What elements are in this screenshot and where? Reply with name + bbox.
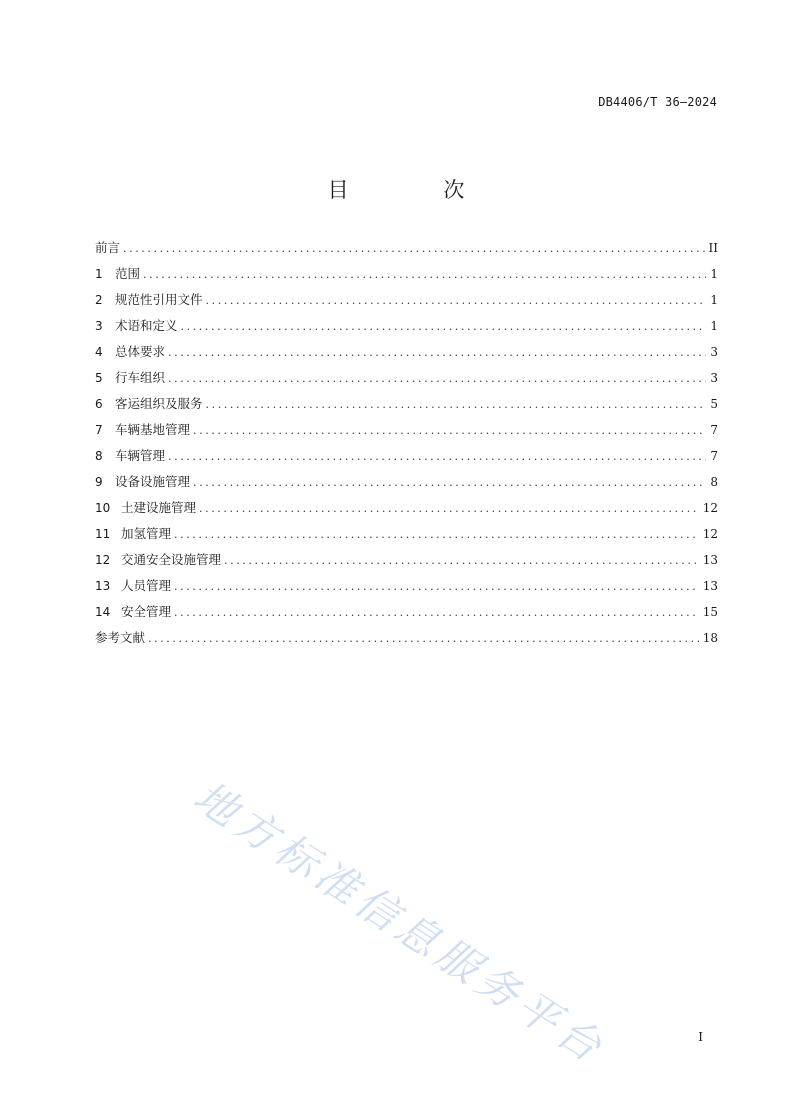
table-of-contents [95,238,718,654]
toc-dot-leader [206,294,707,307]
toc-entry-label: 范围 [115,266,141,281]
toc-dot-leader [174,528,699,541]
toc-entry-label: 车辆管理 [115,448,166,463]
toc-dot-leader [148,632,699,645]
toc-entry-13[interactable] [95,576,718,602]
toc-entry-4[interactable] [95,342,718,368]
toc-dot-leader [199,502,699,515]
toc-entry-6[interactable] [95,394,718,420]
toc-entry-references[interactable] [95,628,718,654]
toc-dot-leader [123,242,705,255]
toc-entry-number: 7 [95,423,103,437]
toc-dot-leader [168,372,706,385]
toc-entry-2[interactable] [95,290,718,316]
toc-entry-number: 13 [95,579,111,593]
toc-entry-number: 6 [95,397,103,411]
toc-entry-14[interactable] [95,602,718,628]
toc-entry-8[interactable] [95,446,718,472]
toc-entry-12[interactable] [95,550,718,576]
toc-entry-11[interactable] [95,524,718,550]
toc-entry-1[interactable] [95,264,718,290]
toc-entry-number: 14 [95,605,111,619]
toc-dot-leader [143,268,706,281]
document-code: DB4406/T 36—2024 [598,95,717,109]
toc-dot-leader [206,398,707,411]
toc-entry-label: 车辆基地管理 [115,422,191,437]
toc-entry-number: 9 [95,475,103,489]
toc-entry-number: 8 [95,449,103,463]
toc-entry-number: 3 [95,319,103,333]
toc-entry-label: 交通安全设施管理 [121,552,222,567]
toc-entry-5[interactable] [95,368,718,394]
page-number: I [698,1030,703,1044]
toc-dot-leader [224,554,699,567]
toc-entry-label: 人员管理 [121,578,172,593]
toc-entry-page: 1 [710,293,718,307]
toc-entry-number: 10 [95,501,111,515]
toc-entry-page: 7 [710,423,718,437]
toc-entry-page: 18 [702,631,718,645]
toc-entry-label: 安全管理 [121,604,172,619]
toc-entry-label: 加氢管理 [121,526,172,541]
toc-dot-leader [181,320,707,333]
toc-entry-page: II [708,241,718,255]
toc-entry-label: 设备设施管理 [115,474,191,489]
toc-entry-page: 3 [710,345,718,359]
toc-entry-page: 15 [702,605,718,619]
toc-entry-7[interactable] [95,420,718,446]
toc-entry-page: 13 [702,579,718,593]
toc-entry-label: 客运组织及服务 [115,396,203,411]
toc-entry-label: 术语和定义 [115,318,178,333]
toc-entry-page: 1 [710,267,718,281]
toc-entry-10[interactable] [95,498,718,524]
toc-entry-label: 土建设施管理 [121,500,197,515]
toc-entry-label: 前言 [95,240,121,255]
toc-entry-page: 1 [710,319,718,333]
toc-entry-page: 12 [702,527,718,541]
toc-entry-3[interactable] [95,316,718,342]
toc-entry-page: 3 [710,371,718,385]
watermark: 地方标准信息服务平台 [185,771,615,1075]
toc-entry-number: 12 [95,553,111,567]
toc-entry-label: 参考文献 [95,630,146,645]
toc-entry-label: 规范性引用文件 [115,292,203,307]
toc-entry-9[interactable] [95,472,718,498]
toc-entry-number: 4 [95,345,103,359]
toc-entry-page: 12 [702,501,718,515]
toc-entry-page: 7 [710,449,718,463]
toc-entry-page: 13 [702,553,718,567]
toc-title: 目 次 [327,178,509,202]
toc-entry-number: 11 [95,527,111,541]
toc-entry-foreword[interactable] [95,238,718,264]
toc-dot-leader [174,606,699,619]
toc-dot-leader [168,450,706,463]
toc-entry-number: 5 [95,371,103,385]
toc-entry-number: 2 [95,293,103,307]
toc-dot-leader [174,580,699,593]
toc-entry-page: 8 [710,475,718,489]
toc-dot-leader [168,346,706,359]
toc-dot-leader [193,476,706,489]
toc-entry-label: 行车组织 [115,370,166,385]
toc-entry-label: 总体要求 [115,344,166,359]
toc-entry-page: 5 [710,397,718,411]
toc-entry-number: 1 [95,267,103,281]
toc-dot-leader [193,424,706,437]
